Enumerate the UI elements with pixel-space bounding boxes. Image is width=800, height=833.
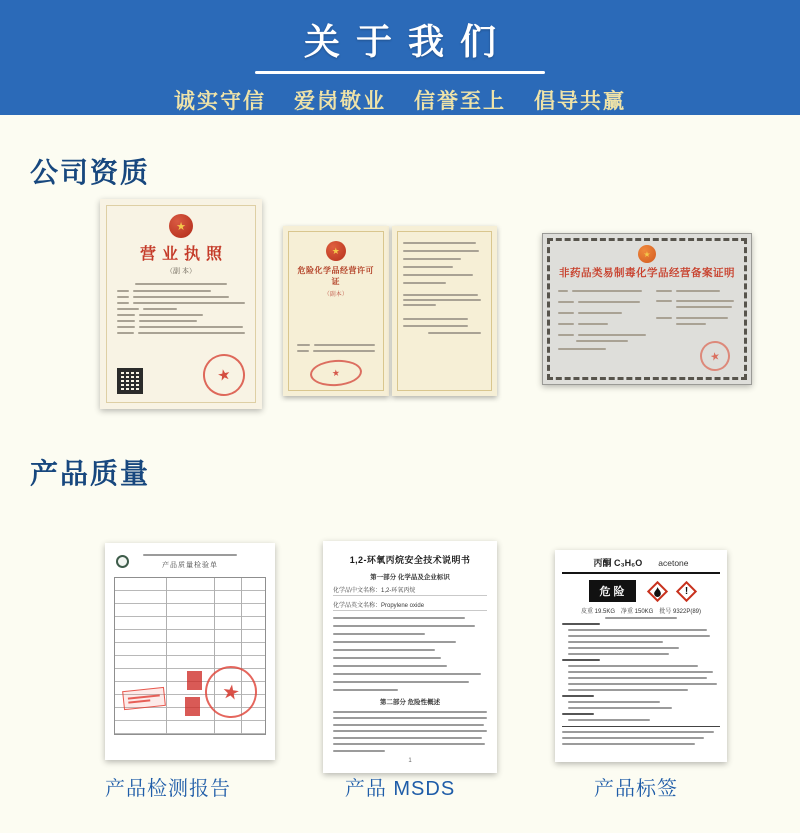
text-line-placeholder [568, 677, 707, 679]
text-line-placeholder [676, 306, 732, 308]
text-line-placeholder [333, 730, 487, 732]
text-line-placeholder [403, 299, 481, 301]
text-line-placeholder [578, 334, 646, 336]
motto-item-4: 倡导共赢 [534, 90, 626, 113]
text-line-placeholder [117, 326, 135, 328]
label-title-row [562, 556, 720, 572]
product-label-image [555, 550, 727, 762]
text-line-placeholder [656, 290, 672, 292]
text-line-placeholder [133, 296, 229, 298]
precursor-certificate-frame [547, 238, 747, 380]
test-report-title: 产品质量检验单 [162, 562, 218, 569]
national-emblem-icon: ★ [326, 241, 346, 261]
text-line-placeholder [117, 296, 129, 298]
msds-line-chinese-name: 化学品中文名称：1,2-环氧丙烷 [333, 585, 487, 596]
business-license-subtitle: （副 本） [166, 268, 196, 275]
text-line-placeholder [676, 290, 720, 292]
text-line-placeholder [403, 294, 478, 296]
text-line-placeholder [568, 653, 669, 655]
text-line-placeholder [135, 283, 227, 285]
label-title-chinese: 丙酮 C₃H₆O [593, 558, 643, 568]
text-line-placeholder [676, 323, 706, 325]
msds-section1-heading: 第一部分 化学品及企业标识 [370, 574, 450, 581]
company-motto [0, 85, 800, 115]
text-line-placeholder [313, 350, 375, 352]
text-line-placeholder [314, 344, 375, 346]
red-seal-icon: ★ [697, 338, 733, 374]
label-body [562, 572, 720, 745]
business-license-sheet [106, 205, 256, 403]
text-line-placeholder [562, 731, 714, 733]
text-line-placeholder [403, 266, 453, 268]
text-line-placeholder [403, 325, 468, 327]
red-seal-icon: ★ [202, 663, 261, 722]
text-line-placeholder [558, 301, 574, 303]
text-line-placeholder [297, 344, 310, 346]
text-line-placeholder [656, 300, 672, 302]
motto-item-3: 信誉至上 [414, 90, 506, 113]
qr-code-icon [117, 368, 143, 394]
text-line-placeholder [605, 617, 676, 619]
text-line-placeholder [568, 701, 660, 703]
text-line-placeholder [333, 750, 385, 752]
table-divider [166, 578, 167, 734]
text-line-placeholder [568, 719, 650, 721]
text-line-placeholder [568, 689, 688, 691]
hazmat-license-title: 危险化学品经营许可证 [297, 266, 374, 286]
text-line-placeholder [333, 665, 447, 667]
text-line-placeholder [403, 258, 461, 260]
text-line-placeholder [333, 673, 481, 675]
red-stamp-icon [185, 697, 200, 716]
text-line-placeholder [333, 681, 469, 683]
text-line-placeholder [578, 301, 640, 303]
text-line-placeholder [143, 308, 177, 310]
hazmat-license-right-inner [397, 231, 493, 391]
text-line-placeholder [568, 635, 710, 637]
label-text-lines [562, 623, 720, 721]
text-line-placeholder [558, 348, 606, 350]
hazmat-license-right-page [392, 226, 498, 396]
label-weights-line: 皮重 19.5KG 净重 150KG 批号 9322P(89) [580, 609, 702, 615]
text-line-placeholder [568, 665, 698, 667]
business-license-image [100, 199, 262, 409]
test-report-header [114, 554, 266, 570]
caption-test-report: 产品检测报告 [105, 778, 231, 800]
text-line-placeholder [428, 332, 481, 334]
text-line-placeholder [139, 320, 197, 322]
ghs-exclamation-pictogram-icon: ! [675, 580, 696, 601]
text-line-placeholder [333, 724, 484, 726]
motto-item-1: 诚实守信 [174, 90, 266, 113]
precursor-certificate-title: 非药品类易制毒化学品经营备案证明 [559, 267, 735, 279]
title-underline [255, 71, 545, 74]
red-oval-seal-icon: ★ [309, 358, 363, 388]
text-line-placeholder [558, 312, 574, 314]
text-line-placeholder [558, 290, 568, 292]
text-line-placeholder [117, 332, 134, 334]
label-title-english: acetone [658, 558, 689, 568]
text-line-placeholder [333, 641, 456, 643]
label-divider [562, 726, 720, 727]
text-line-placeholder [562, 737, 704, 739]
msds-line-english-name: 化学品英文名称：Propylene oxide [333, 600, 487, 611]
text-line-placeholder [676, 317, 728, 319]
ghs-flame-pictogram-icon [646, 580, 667, 601]
text-line-placeholder [117, 320, 135, 322]
text-line-placeholder [333, 689, 398, 691]
msds-title: 1,2-环氧丙烷安全技术说明书 [349, 555, 471, 565]
hazmat-license-fields [297, 340, 375, 356]
red-stamp-icon [187, 671, 202, 690]
caption-product-label: 产品标签 [594, 778, 678, 800]
text-line-placeholder [578, 323, 608, 325]
hazmat-license-subtitle: （副本） [323, 292, 348, 298]
text-line-placeholder [117, 290, 129, 292]
page-title: 关于我们 [303, 21, 512, 62]
text-line-placeholder [333, 711, 487, 713]
text-line-placeholder [568, 647, 679, 649]
hazmat-license-image [283, 226, 497, 396]
text-line-placeholder [333, 617, 465, 619]
text-line-placeholder [656, 317, 672, 319]
national-emblem-icon: ★ [169, 214, 193, 238]
text-line-placeholder [562, 713, 594, 715]
precursor-certificate-image [542, 233, 752, 385]
test-report-table [114, 577, 266, 735]
text-line-placeholder [562, 743, 695, 745]
text-line-placeholder [133, 302, 245, 304]
company-logo-icon [116, 555, 129, 568]
text-line-placeholder [568, 707, 672, 709]
text-line-placeholder [117, 308, 139, 310]
text-line-placeholder [578, 312, 622, 314]
flame-icon [653, 586, 662, 596]
text-line-placeholder [568, 641, 663, 643]
text-line-placeholder [333, 717, 487, 719]
text-line-placeholder [403, 242, 476, 244]
text-line-placeholder [138, 332, 245, 334]
msds-hazard-paragraph [333, 711, 487, 752]
text-line-placeholder [568, 683, 717, 685]
msds-image [323, 541, 497, 773]
danger-signal-word: 危险 [589, 580, 636, 602]
text-line-placeholder [133, 290, 211, 292]
text-line-placeholder [333, 649, 435, 651]
text-line-placeholder [333, 657, 441, 659]
label-footer-lines [562, 731, 720, 745]
text-line-placeholder [676, 300, 734, 302]
precursor-left-column [558, 286, 646, 354]
text-line-placeholder [562, 659, 600, 661]
text-line-placeholder [333, 625, 475, 627]
text-line-placeholder [562, 695, 594, 697]
hazmat-license-left-page [283, 226, 389, 396]
text-line-placeholder [139, 326, 243, 328]
msds-page-number: 1 [408, 757, 412, 764]
text-line-placeholder [333, 743, 485, 745]
motto-item-2: 爱岗敬业 [294, 90, 386, 113]
text-line-placeholder [139, 314, 203, 316]
hazmat-license-left-inner [288, 231, 384, 391]
red-seal-icon: ★ [199, 350, 249, 400]
about-banner [0, 0, 800, 115]
business-license-fields [117, 290, 245, 334]
text-line-placeholder [403, 274, 473, 276]
section-title-quality: 产品质量 [30, 458, 151, 489]
test-report-image [105, 543, 275, 760]
text-line-placeholder [558, 334, 574, 336]
text-line-placeholder [576, 340, 628, 342]
text-line-placeholder [333, 633, 425, 635]
text-line-placeholder [572, 290, 642, 292]
national-emblem-icon: ★ [638, 245, 656, 263]
label-danger-row [562, 580, 720, 602]
text-line-placeholder [568, 671, 713, 673]
business-license-title: 营业执照 [139, 246, 228, 263]
text-line-placeholder [403, 250, 480, 252]
business-license-footer [117, 354, 245, 394]
text-line-placeholder [297, 350, 309, 352]
text-line-placeholder [403, 282, 446, 284]
text-line-placeholder [117, 314, 135, 316]
text-line-placeholder [562, 623, 600, 625]
red-stamp-icon [122, 687, 166, 710]
text-line-placeholder [558, 323, 574, 325]
text-line-placeholder [333, 737, 482, 739]
text-line-placeholder [403, 304, 436, 306]
msds-section2-heading: 第二部分 危险性概述 [379, 699, 441, 706]
text-line-placeholder [143, 554, 237, 556]
text-line-placeholder [403, 318, 468, 320]
section-title-qualifications: 公司资质 [30, 157, 151, 188]
text-line-placeholder [117, 302, 129, 304]
caption-msds: 产品 MSDS [344, 778, 456, 800]
text-line-placeholder [568, 629, 707, 631]
msds-fields [333, 617, 487, 691]
